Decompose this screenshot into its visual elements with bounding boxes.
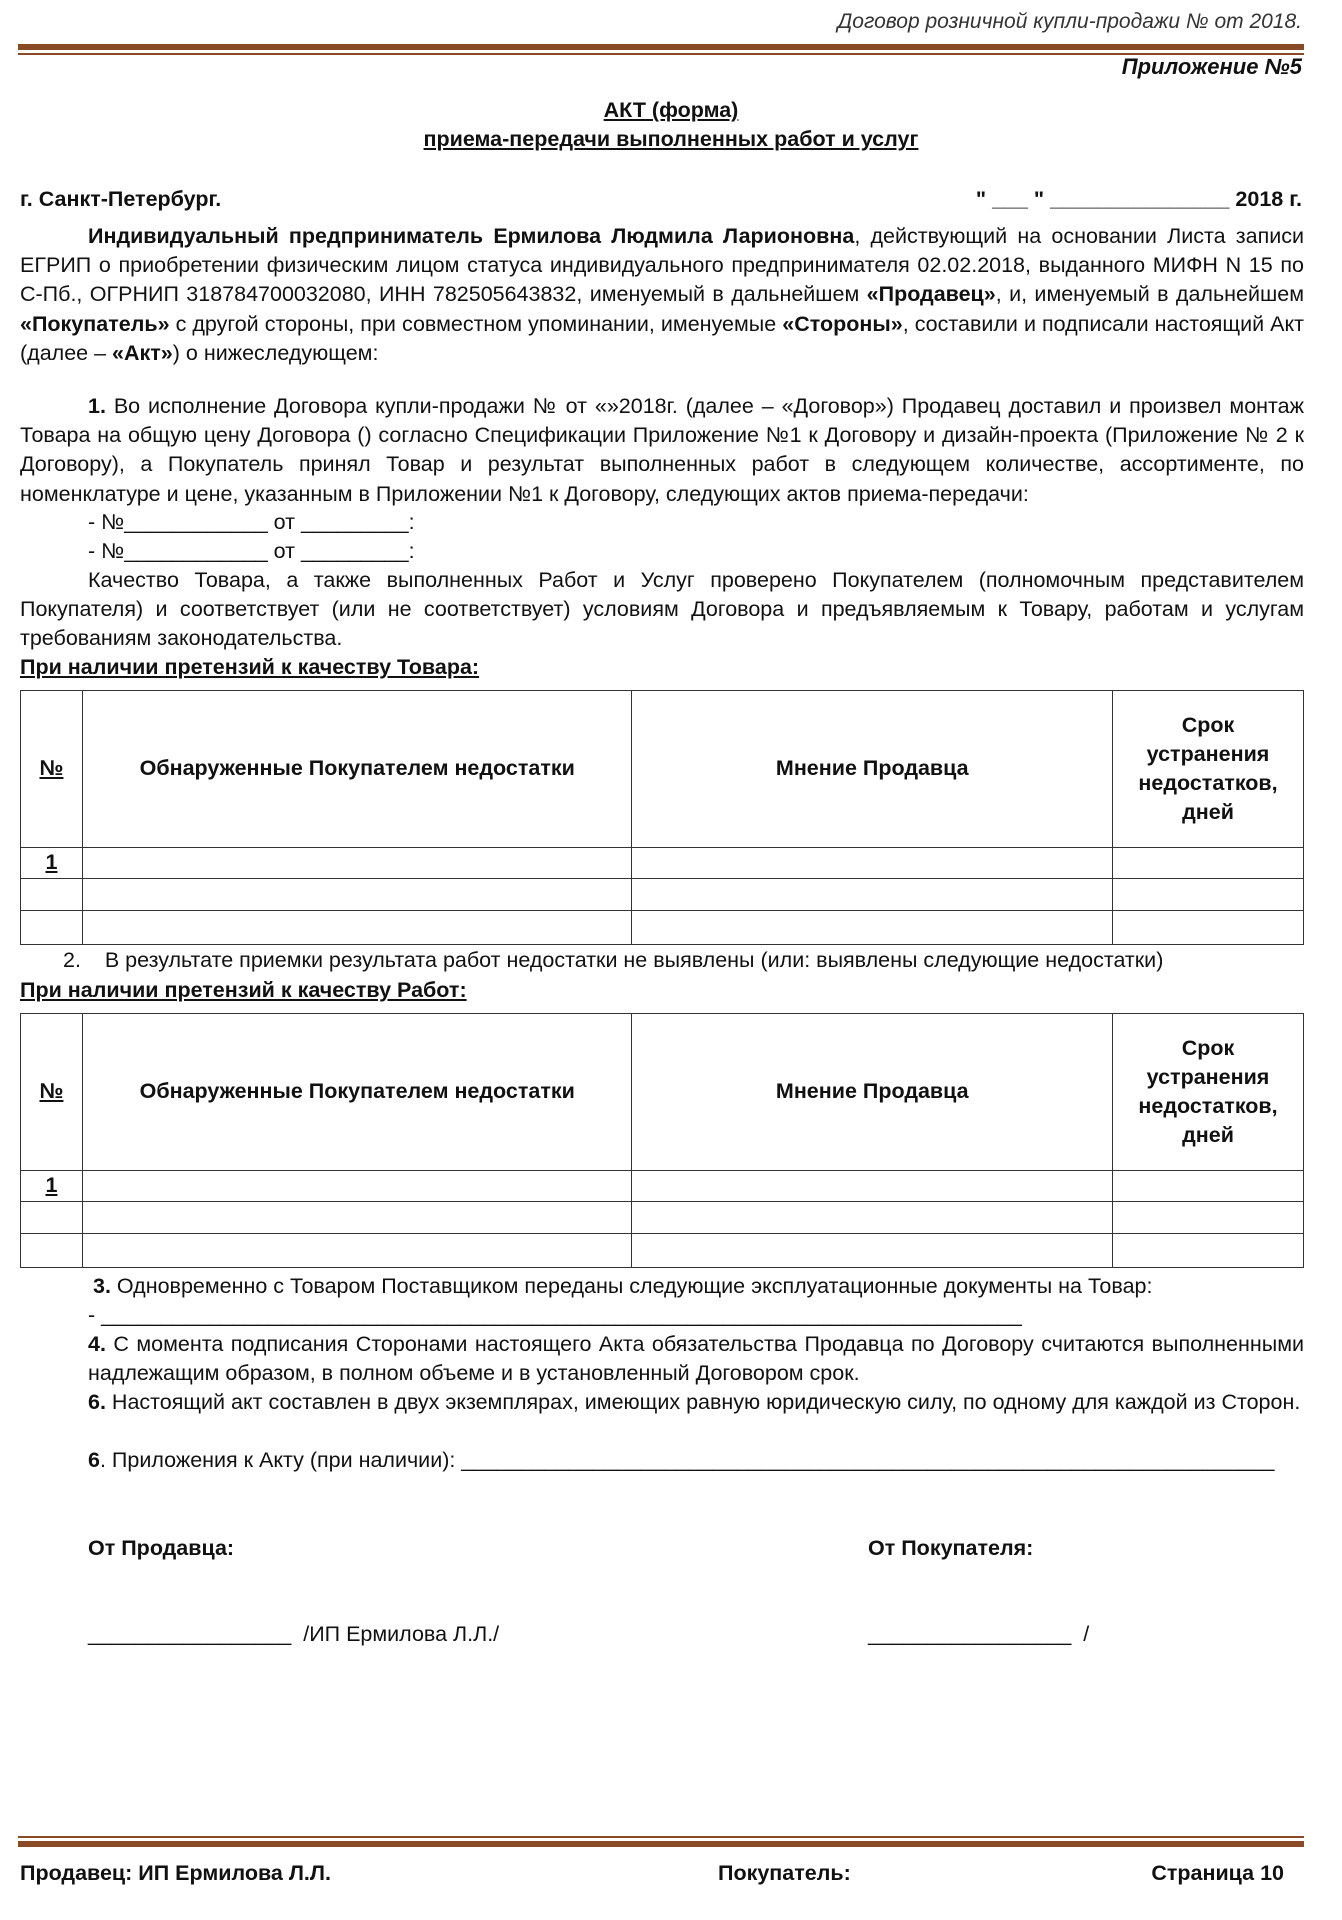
clause-3: 3. Одновременно с Товаром Поставщиком переданы следующие эксплуатационные документы на Товар:: [93, 1274, 1153, 1298]
document-title: АКТ (форма): [603, 98, 739, 122]
goods-claims-table: [20, 690, 1304, 945]
footer-rule-thick: [18, 1841, 1304, 1847]
table-row: [21, 911, 1304, 945]
seller-signature-line: _________________ /ИП Ермилова Л.Л./: [88, 1622, 500, 1646]
header-rule-thick: [18, 44, 1304, 50]
table-row: 1: [21, 1171, 1304, 1202]
table-row: [21, 879, 1304, 911]
col-seller-opinion: Мнение Продавца: [632, 1014, 1113, 1171]
preamble: Индивидуальный предприниматель Ермилова Людмила Ларионовна, действующий на основании Листа записи ЕГРИП о приобретении физическим лицом статуса индивидуального предпринимателя 02.02.2018, выданного МИФН N 15 по С-Пб., ОГРНИП 318784700032080, ИНН 782505643832, именуемый в дальнейшем «Продавец», и, именуемый в дальнейшем «Покупатель» с другой стороны, при совместном упоминании, именуемые «Стороны», составили и подписали настоящий Акт (далее – «Акт») о нижеследующем:: [20, 224, 1305, 365]
footer-rule-thin: [18, 1836, 1304, 1838]
goods-claims-heading: При наличии претензий к качеству Товара:: [20, 655, 480, 679]
works-claims-table: [20, 1013, 1304, 1268]
col-defects: Обнаруженные Покупателем недостатки: [82, 1014, 632, 1171]
act-term: «Акт»: [112, 340, 173, 365]
contract-header: Договор розничной купли-продажи № от 2018.: [837, 10, 1302, 33]
document-subtitle: приема-передачи выполненных работ и услуг: [423, 127, 919, 151]
appendix-label: Приложение №5: [1121, 54, 1302, 79]
buyer-signature-label: От Покупателя:: [868, 1536, 1034, 1560]
col-deadline: Срок устранения недостатков, дней: [1113, 1014, 1304, 1171]
table-row: 1: [21, 848, 1304, 879]
clause-6-attachments: 6. Приложения к Акту (при наличии): ____________________________________________________________________: [88, 1448, 1275, 1472]
table-row: [21, 1234, 1304, 1268]
col-deadline: Срок устранения недостатков, дней: [1113, 691, 1304, 848]
act-ref-2: - №____________ от _________:: [88, 539, 415, 563]
seller-signature-label: От Продавца:: [88, 1536, 235, 1560]
col-number: №: [21, 1014, 83, 1171]
clause-4: 4. С момента подписания Сторонами настоящего Акта обязательства Продавца по Договору считаются выполненными надлежащим образом, в полном объеме и в установленный Договором срок.: [88, 1332, 1304, 1386]
act-ref-1: - №____________ от _________:: [88, 510, 415, 534]
footer-page-number: Страница 10: [1151, 1861, 1284, 1885]
table-header-row: [21, 1014, 1304, 1171]
footer-buyer: Покупатель:: [718, 1861, 851, 1885]
clause-1: 1. Во исполнение Договора купли-продажи № от «»2018г. (далее – «Договор») Продавец доставил и произвел монтаж Товара на общую цену Договора () согласно Спецификации Приложение №1 к Договору и дизайн-проекта (Приложение № 2 к Договору), а Покупатель принял Товар и результат выполненных работ в следующем количестве, ассортименте, по номенклатуре и цене, указанным в Приложении №1 к Договору, следующих актов приема-передачи:: [20, 394, 1304, 506]
buyer-signature-line: _________________ /: [868, 1622, 1090, 1646]
col-defects: Обнаруженные Покупателем недостатки: [82, 691, 632, 848]
table-row: [21, 1202, 1304, 1234]
table-header-row: [21, 691, 1304, 848]
footer-seller: Продавец: ИП Ермилова Л.Л.: [20, 1861, 331, 1885]
seller-name: Индивидуальный предприниматель Ермилова Людмила Ларионовна: [88, 224, 855, 248]
clause-6-copies: 6. Настоящий акт составлен в двух экземплярах, имеющих равную юридическую силу, по одному для каждой из Сторон.: [88, 1390, 1301, 1414]
clause-2: 2. В результате приемки результата работ недостатки не выявлены (или: выявлены следующие недостатки): [63, 948, 1164, 972]
parties-term: «Стороны»: [782, 311, 903, 336]
city: г. Санкт-Петербург.: [20, 187, 222, 211]
quality-statement: Качество Товара, а также выполненных Работ и Услуг проверено Покупателем (полномочным представителем Покупателя) и соответствует (или не соответствует) условиям Договора и предъявляемым к Товару, работам и услугам требованиям законодательства.: [20, 568, 1304, 651]
header-rule-thin: [18, 53, 1304, 55]
clause-3-blank: - _____________________________________________________________________________: [88, 1303, 1022, 1327]
col-seller-opinion: Мнение Продавца: [632, 691, 1113, 848]
buyer-term: «Покупатель»: [20, 311, 170, 336]
seller-term: «Продавец»: [866, 282, 996, 307]
works-claims-heading: При наличии претензий к качеству Работ:: [20, 978, 467, 1002]
col-number: №: [21, 691, 83, 848]
date-line: " ___ " _______________ 2018 г.: [975, 187, 1302, 211]
